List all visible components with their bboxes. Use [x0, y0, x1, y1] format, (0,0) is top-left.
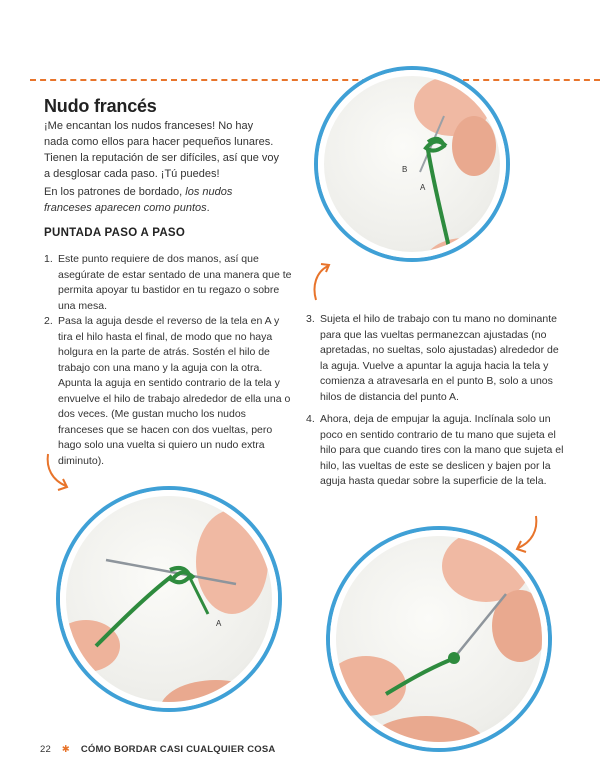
pattern-note-end: .: [206, 202, 210, 214]
step-number: 1.: [44, 253, 53, 265]
page-title: Nudo francés: [44, 96, 157, 116]
step-number: 2.: [44, 315, 53, 327]
step-2: [44, 314, 292, 469]
step-number: 3.: [306, 313, 315, 325]
asterisk-icon: ✱: [61, 744, 70, 755]
pattern-note: [44, 184, 280, 216]
fingertip-right: [452, 116, 496, 176]
fingertip-bottom: [424, 238, 500, 252]
step-4: [306, 412, 566, 490]
photo-step-4: [330, 530, 548, 748]
pattern-note-italic: los nudos franceses aparecen como puntos: [44, 186, 233, 214]
dashed-divider: [30, 79, 600, 81]
photo-step-2-illustration: [66, 496, 272, 702]
photo-step-3: [318, 70, 506, 258]
arrow-up-icon: [310, 262, 334, 302]
thread-wraps: [426, 139, 446, 151]
thread: [96, 576, 172, 646]
intro-paragraph: ¡Me encantan los nudos franceses! No hay nada como ellos para hacer pequeños lunares. Tienen la reputación de ser difíciles, así que voy a desglosar cada paso. ¡Tú puedes!: [44, 120, 280, 180]
step-text: Pasa la aguja desde el reverso de la tela en A y tira el hilo hasta el final, de modo que no haya holgura en la parte de atrás. Sostén el hilo de trabajo con una mano y la aguja con la otra. Apunta la aguja en sentido contrario de la tela y envuelve el hilo de trabajo alrededor de ella una o dos veces. (Me gustan mucho los nudos franceses que se hacen con dos vueltas, pero hago solo una vuelta si quiero un nudo extra diminuto).: [58, 315, 291, 467]
step-text: Ahora, deja de empujar la aguja. Inclínala solo un poco en sentido contrario de tu mano que sujeta el hilo para que cuando tires con la mano que sujeta el hilo, las vueltas de este se deslicen y bajen por la aguja hasta quedar sobre la superficie de la tela.: [320, 413, 564, 487]
section-heading: PUNTADA PASO A PASO: [44, 227, 186, 239]
label-a: A: [420, 183, 426, 192]
label-b: B: [402, 165, 408, 174]
photo-step-2: [60, 490, 278, 708]
page-footer: [40, 744, 275, 755]
fingertip-left: [336, 656, 406, 716]
step-1: [44, 252, 292, 314]
arrow-down-icon: [44, 452, 70, 492]
page-number: 22: [40, 744, 51, 755]
thread: [428, 150, 450, 252]
photo-step-3-illustration: [324, 76, 500, 252]
hand-bottom: [366, 716, 486, 742]
arrow-down-icon: [514, 514, 540, 554]
fingertip-right: [196, 510, 268, 614]
hand-bottom: [160, 680, 272, 702]
book-title: CÓMO BORDAR CASI CUALQUIER COSA: [80, 744, 276, 755]
step-text: Este punto requiere de dos manos, así que asegúrate de estar sentado de una manera que te permita apoyar tu bastidor en tu regazo o sobre una mesa.: [58, 253, 292, 312]
step-3: [306, 312, 566, 405]
label-a: A: [216, 619, 222, 628]
pattern-note-text: En los patrones de bordado,: [44, 186, 186, 198]
step-number: 4.: [306, 413, 315, 425]
step-text: Sujeta el hilo de trabajo con tu mano no dominante para que las vueltas permanezcan ajustadas (no apretadas, no sueltas, solo ajustadas) alrededor de la aguja. Vuelve a apuntar la aguja hacia la tela y comienza a atravesarla en el punto B, solo a unos hilos de distancia del punto A.: [320, 313, 559, 403]
photo-step-4-illustration: [336, 536, 542, 742]
